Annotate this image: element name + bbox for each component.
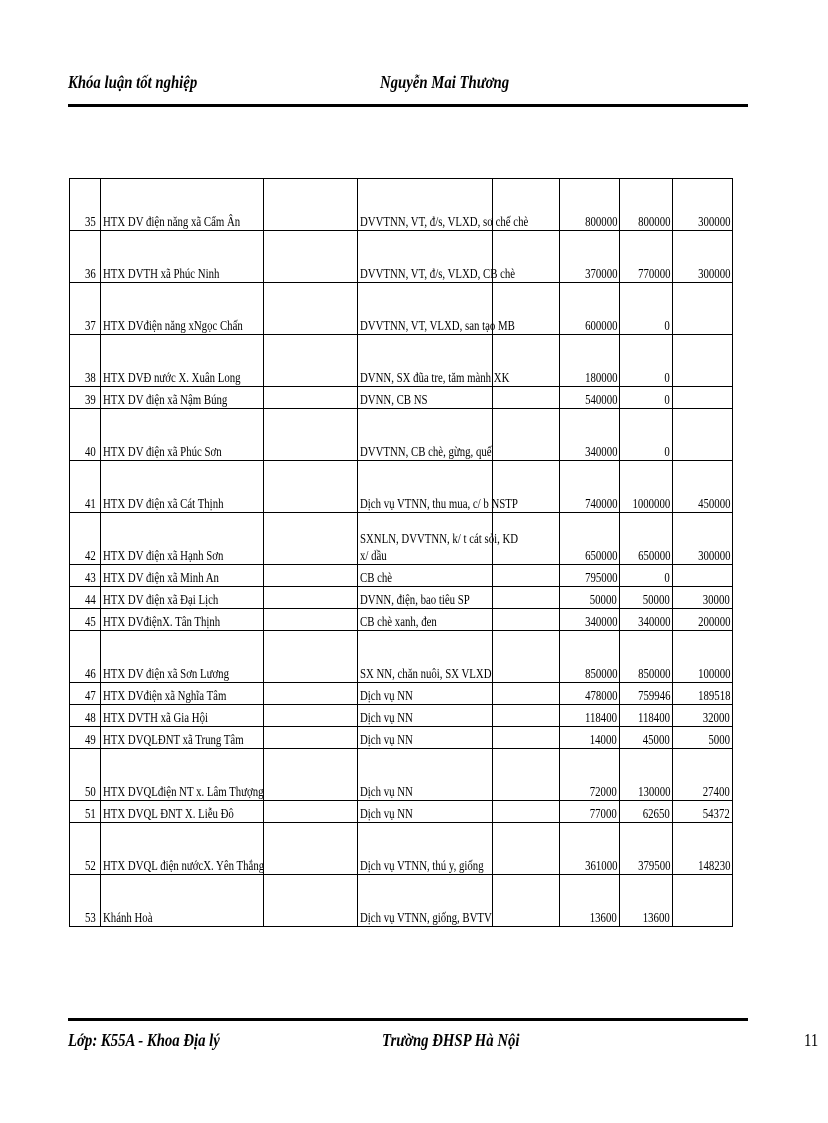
cooperative-name	[101, 801, 264, 823]
row-number-text: 49	[84, 732, 96, 747]
table-row	[70, 823, 733, 875]
value-col-3	[673, 823, 733, 875]
activity-description	[358, 335, 510, 387]
row-number	[70, 875, 101, 927]
activity-description-text: DVNN, SX đũa tre, tăm mành XK	[360, 370, 510, 385]
cooperative-name	[101, 231, 264, 283]
value-col-3-text: 30000	[703, 592, 730, 607]
value-col-1-text: 795000	[584, 570, 617, 585]
activity-description	[358, 461, 518, 513]
table-row	[70, 875, 733, 927]
cooperative-name	[101, 875, 264, 927]
value-col-2-text: 130000	[637, 784, 670, 799]
footer-class-info: Lớp: K55A - Khoa Địa lý	[68, 1030, 220, 1050]
activity-description	[358, 587, 493, 609]
value-col-1	[560, 705, 620, 727]
header-thesis-title: Khóa luận tốt nghiệp	[68, 72, 198, 92]
row-number-text: 36	[84, 266, 96, 281]
row-number	[70, 823, 101, 875]
cooperative-name-text: HTX DVQL ĐNT X. Liễu Đô	[103, 806, 234, 821]
value-col-1-text: 72000	[590, 784, 617, 799]
row-number-text: 50	[84, 784, 96, 799]
row-number	[70, 179, 101, 231]
value-col-2-text: 850000	[637, 666, 670, 681]
cooperative-name-text: HTX DV điện xã Cát Thịnh	[103, 496, 224, 511]
activity-description-text: SXNLN, DVVTNN, k/ t cát sỏi, KD x/ dầu	[360, 531, 519, 563]
value-col-2	[620, 283, 673, 335]
value-col-2	[620, 727, 673, 749]
activity-description-text: DVNN, CB NS	[360, 392, 428, 407]
value-col-1-text: 340000	[584, 614, 617, 629]
value-col-3-text: 100000	[697, 666, 730, 681]
header-divider	[68, 104, 748, 107]
row-number	[70, 749, 101, 801]
table-row	[70, 565, 733, 587]
cooperative-name	[101, 461, 264, 513]
value-col-1-text: 740000	[584, 496, 617, 511]
value-col-2-text: 45000	[643, 732, 670, 747]
row-number-text: 41	[84, 496, 96, 511]
value-col-3-text: 189518	[697, 688, 730, 703]
row-number	[70, 587, 101, 609]
activity-description	[358, 823, 493, 875]
value-col-3	[673, 705, 733, 727]
row-number-text: 45	[84, 614, 96, 629]
cooperative-name-text: HTX DV điện xã Đại Lịch	[103, 592, 219, 607]
value-col-1-text: 14000	[590, 732, 617, 747]
row-number-text: 37	[84, 318, 96, 333]
cooperative-name	[101, 565, 264, 587]
value-col-1	[560, 875, 620, 927]
value-col-3	[673, 727, 733, 749]
value-col-2-text: 0	[664, 570, 670, 585]
value-col-1-text: 340000	[584, 444, 617, 459]
cooperative-name-text: HTX DV điện xã Phúc Sơn	[103, 444, 222, 459]
value-col-2	[620, 587, 673, 609]
cooperative-name-text: HTX DV điện xã Hạnh Sơn	[103, 548, 224, 563]
value-col-3	[673, 683, 733, 705]
activity-description-text: Dịch vụ VTNN, thú y, giống	[360, 858, 484, 873]
value-col-1	[560, 823, 620, 875]
row-number	[70, 283, 101, 335]
row-number-text: 43	[84, 570, 96, 585]
activity-description	[358, 231, 516, 283]
value-col-3-text: 27400	[703, 784, 730, 799]
value-col-1	[560, 283, 620, 335]
footer-university: Trường ĐHSP Hà Nội	[382, 1030, 520, 1050]
value-col-2-text: 13600	[643, 910, 670, 925]
cooperative-name	[101, 705, 264, 727]
header-author-name: Nguyễn Mai Thương	[380, 72, 510, 92]
table-row	[70, 705, 733, 727]
page-header	[68, 72, 748, 102]
value-col-1-text: 800000	[584, 214, 617, 229]
row-number	[70, 513, 101, 565]
value-col-1	[560, 461, 620, 513]
row-number	[70, 683, 101, 705]
table-row	[70, 683, 733, 705]
activity-description	[358, 609, 493, 631]
value-col-2	[620, 513, 673, 565]
row-number	[70, 461, 101, 513]
value-col-1	[560, 587, 620, 609]
value-col-1-text: 50000	[590, 592, 617, 607]
value-col-3-text: 32000	[703, 710, 730, 725]
cooperative-name-text: HTX DV điện xã Sơn Lương	[103, 666, 229, 681]
value-col-3-text: 148230	[697, 858, 730, 873]
row-number	[70, 387, 101, 409]
value-col-2	[620, 565, 673, 587]
row-number	[70, 231, 101, 283]
activity-description	[358, 631, 493, 683]
value-col-2-text: 62650	[643, 806, 670, 821]
value-col-2-text: 0	[664, 444, 670, 459]
row-number-text: 52	[84, 858, 96, 873]
value-col-2-text: 650000	[637, 548, 670, 563]
cooperative-name	[101, 513, 264, 565]
value-col-3	[673, 801, 733, 823]
cooperative-name-text: HTX DV điện xã Minh An	[103, 570, 219, 585]
value-col-2	[620, 801, 673, 823]
row-number-text: 40	[84, 444, 96, 459]
value-col-2	[620, 335, 673, 387]
activity-description	[358, 409, 493, 461]
value-col-2-text: 118400	[638, 710, 670, 725]
row-number-text: 53	[84, 910, 96, 925]
table-row	[70, 609, 733, 631]
cooperative-name	[101, 283, 264, 335]
table-body	[70, 179, 733, 927]
cooperative-name	[101, 823, 264, 875]
value-col-3-text: 450000	[697, 496, 730, 511]
value-col-1	[560, 565, 620, 587]
row-number	[70, 727, 101, 749]
cooperative-name	[101, 387, 264, 409]
value-col-1	[560, 231, 620, 283]
row-number-text: 44	[84, 592, 96, 607]
value-col-3	[673, 231, 733, 283]
value-col-2	[620, 409, 673, 461]
table-row	[70, 631, 733, 683]
value-col-2-text: 0	[664, 370, 670, 385]
row-number-text: 39	[84, 392, 96, 407]
activity-description-text: DVVTNN, VT, đ/s, VLXD, sơ chế chè	[360, 214, 529, 229]
value-col-2-text: 0	[664, 392, 670, 407]
value-col-1	[560, 801, 620, 823]
table-row	[70, 335, 733, 387]
cooperative-name-text: HTX DV điện xã Nậm Búng	[103, 392, 228, 407]
value-col-1	[560, 513, 620, 565]
activity-description-text: CB chè xanh, đen	[360, 614, 437, 629]
cooperative-name	[101, 749, 264, 801]
value-col-1	[560, 683, 620, 705]
cooperative-name	[101, 727, 264, 749]
activity-description	[358, 513, 519, 565]
value-col-3	[673, 387, 733, 409]
page-number: 11	[804, 1030, 819, 1050]
cooperative-name	[101, 409, 264, 461]
value-col-2	[620, 683, 673, 705]
activity-description	[358, 283, 515, 335]
activity-description	[358, 683, 493, 705]
activity-description-text: DVVTNN, CB chè, gừng, quế	[360, 444, 492, 459]
value-col-2	[620, 609, 673, 631]
value-col-1-text: 180000	[584, 370, 617, 385]
value-col-2	[620, 387, 673, 409]
activity-description-text: Dịch vụ NN	[360, 688, 413, 703]
value-col-1	[560, 409, 620, 461]
value-col-2	[620, 749, 673, 801]
row-number-text: 42	[84, 548, 96, 563]
value-col-3-text: 300000	[697, 266, 730, 281]
value-col-3	[673, 335, 733, 387]
table-row	[70, 801, 733, 823]
cooperative-name-text: HTX DVQLđiện NT x. Lâm Thượng	[103, 784, 264, 799]
activity-description-text: Dịch vụ NN	[360, 732, 413, 747]
row-number	[70, 609, 101, 631]
value-col-2	[620, 461, 673, 513]
row-number-text: 38	[84, 370, 96, 385]
value-col-3-text: 54372	[703, 806, 730, 821]
value-col-3-text: 200000	[697, 614, 730, 629]
value-col-2	[620, 631, 673, 683]
table-row	[70, 727, 733, 749]
row-number	[70, 565, 101, 587]
value-col-1-text: 540000	[584, 392, 617, 407]
table-row	[70, 231, 733, 283]
value-col-3	[673, 179, 733, 231]
activity-description-text: CB chè	[360, 570, 393, 585]
value-col-2-text: 759946	[637, 688, 670, 703]
activity-description-text: Dịch vụ VTNN, thu mua, c/ b NSTP	[360, 496, 518, 511]
value-col-1-text: 600000	[584, 318, 617, 333]
value-col-1	[560, 727, 620, 749]
cooperative-name	[101, 335, 264, 387]
cooperative-name-text: HTX DVđiện xã Nghĩa Tâm	[103, 688, 227, 703]
activity-description-text: DVNN, điện, bao tiêu SP	[360, 592, 470, 607]
value-col-1	[560, 631, 620, 683]
value-col-2-text: 340000	[637, 614, 670, 629]
cooperative-name-text: HTX DVQLĐNT xã Trung Tâm	[103, 732, 244, 747]
value-col-3	[673, 631, 733, 683]
cooperative-name-text: HTX DVTH xã Gia Hội	[103, 710, 208, 725]
cooperative-name-text: HTX DVQL điện nướcX. Yên Thắng	[103, 858, 265, 873]
value-col-2	[620, 705, 673, 727]
value-col-3	[673, 283, 733, 335]
activity-description	[358, 875, 493, 927]
cooperative-name-text: HTX DV điện năng xã Cẩm Ân	[103, 214, 241, 229]
value-col-1-text: 118400	[585, 710, 617, 725]
activity-description	[358, 727, 493, 749]
value-col-3	[673, 587, 733, 609]
cooperative-name-text: HTX DVđiệnX. Tân Thịnh	[103, 614, 221, 629]
value-col-1	[560, 609, 620, 631]
row-number	[70, 801, 101, 823]
value-col-1	[560, 179, 620, 231]
row-number	[70, 335, 101, 387]
cooperative-name-text: HTX DVđiện năng xNgọc Chấn	[103, 318, 243, 333]
row-number-text: 35	[84, 214, 96, 229]
cooperative-name-text: Khánh Hoà	[103, 910, 153, 925]
table-row	[70, 461, 733, 513]
value-col-2-text: 0	[664, 318, 670, 333]
value-col-3-text: 300000	[697, 214, 730, 229]
activity-description	[358, 179, 529, 231]
page-footer	[68, 1030, 828, 1060]
table-row	[70, 587, 733, 609]
activity-description-text: Dịch vụ NN	[360, 806, 413, 821]
activity-description-text: Dịch vụ NN	[360, 784, 413, 799]
row-number	[70, 409, 101, 461]
row-number-text: 47	[84, 688, 96, 703]
value-col-1-text: 850000	[584, 666, 617, 681]
activity-description-text: Dịch vụ NN	[360, 710, 413, 725]
value-col-3	[673, 513, 733, 565]
activity-description	[358, 387, 493, 409]
cooperative-name	[101, 179, 264, 231]
row-number	[70, 631, 101, 683]
value-col-2-text: 770000	[637, 266, 670, 281]
activity-description-text: DVVTNN, VT, đ/s, VLXD, CB chè	[360, 266, 516, 281]
activity-description	[358, 565, 493, 587]
value-col-2	[620, 231, 673, 283]
value-col-1-text: 650000	[584, 548, 617, 563]
value-col-3-text: 5000	[708, 732, 730, 747]
value-col-3	[673, 875, 733, 927]
value-col-1-text: 478000	[584, 688, 617, 703]
table-row	[70, 409, 733, 461]
row-number	[70, 705, 101, 727]
value-col-1-text: 13600	[590, 910, 617, 925]
table-row	[70, 749, 733, 801]
value-col-2	[620, 823, 673, 875]
value-col-1-text: 370000	[584, 266, 617, 281]
value-col-1-text: 361000	[584, 858, 617, 873]
row-number-text: 46	[84, 666, 96, 681]
value-col-1	[560, 749, 620, 801]
cooperative-name	[101, 683, 264, 705]
value-col-2	[620, 875, 673, 927]
cooperative-name-text: HTX DVTH xã Phúc Ninh	[103, 266, 220, 281]
value-col-2-text: 800000	[637, 214, 670, 229]
table-row	[70, 283, 733, 335]
activity-description	[358, 749, 493, 801]
cooperative-name	[101, 587, 264, 609]
footer-divider	[68, 1018, 748, 1021]
value-col-3	[673, 409, 733, 461]
value-col-2	[620, 179, 673, 231]
value-col-3	[673, 609, 733, 631]
table-row	[70, 387, 733, 409]
value-col-3	[673, 461, 733, 513]
activity-description-text: SX NN, chăn nuôi, SX VLXD	[360, 666, 492, 681]
cooperative-name-text: HTX DVĐ nước X. Xuân Long	[103, 370, 241, 385]
value-col-2-text: 50000	[643, 592, 670, 607]
value-col-1	[560, 387, 620, 409]
value-col-2-text: 1000000	[632, 496, 670, 511]
cooperative-name	[101, 631, 264, 683]
value-col-3	[673, 565, 733, 587]
row-number-text: 51	[84, 806, 96, 821]
table-row	[70, 513, 733, 565]
table-row	[70, 179, 733, 231]
value-col-3-text: 300000	[697, 548, 730, 563]
activity-description-text: Dịch vụ VTNN, giống, BVTV	[360, 910, 492, 925]
activity-description-text: DVVTNN, VT, VLXD, san tạo MB	[360, 318, 515, 333]
value-col-1-text: 77000	[590, 806, 617, 821]
row-number-text: 48	[84, 710, 96, 725]
cooperative-name	[101, 609, 264, 631]
activity-description	[358, 801, 493, 823]
cooperative-table	[69, 178, 733, 927]
value-col-3	[673, 749, 733, 801]
activity-description	[358, 705, 493, 727]
value-col-2-text: 379500	[637, 858, 670, 873]
value-col-1	[560, 335, 620, 387]
